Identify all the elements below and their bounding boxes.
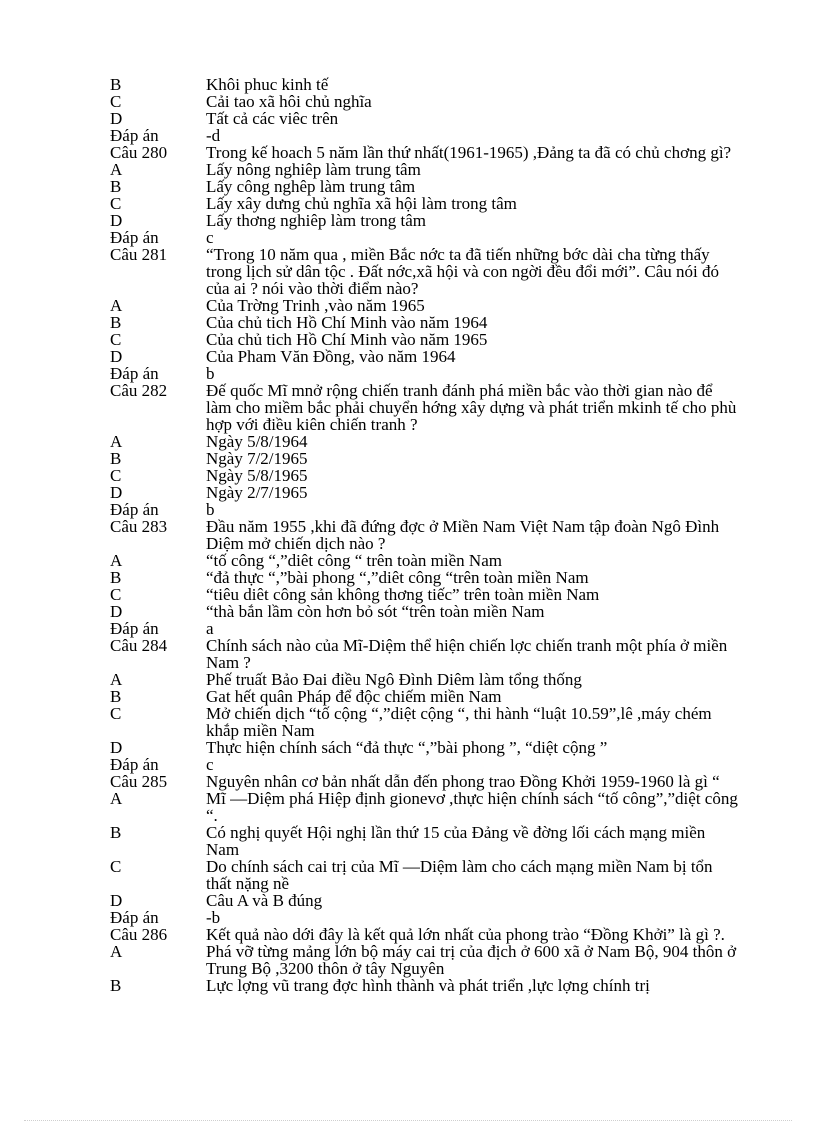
option-text: Thực hiện chính sách “đả thực “,”bài phong ”, “diệt cộng ”	[206, 738, 608, 757]
answer-key-label: Đáp án	[110, 619, 159, 638]
answer-key-row	[0, 229, 816, 246]
answer-row	[0, 467, 816, 484]
answer-row	[0, 93, 816, 110]
answer-key-value: -b	[206, 908, 221, 927]
option-label: B	[110, 687, 122, 706]
answer-key-label: Đáp án	[110, 755, 159, 774]
option-label: C	[110, 466, 122, 485]
option-label: D	[110, 602, 123, 621]
option-text: Của chủ tich Hồ Chí Minh vào năm 1964	[206, 313, 488, 332]
question-number: Câu 283	[110, 517, 168, 536]
option-text: Lực lợng vũ trang đợc hình thành và phát triển ,lực lợng chính trị	[206, 976, 650, 995]
question-number: Câu 284	[110, 636, 168, 655]
answer-key-value: c	[206, 755, 214, 774]
option-label: B	[110, 823, 122, 842]
option-label: C	[110, 857, 122, 876]
option-text: Của chủ tich Hồ Chí Minh vào năm 1965	[206, 330, 488, 349]
answer-row	[0, 161, 816, 178]
option-label: A	[110, 160, 123, 179]
answer-key-label: Đáp án	[110, 500, 159, 519]
answer-row	[0, 688, 816, 705]
option-text: “tiêu diêt công sản không thơng tiếc” trên toàn miền Nam	[206, 585, 600, 604]
option-text: “thà bắn lầm còn hơn bỏ sót “trên toàn miền Nam	[206, 602, 545, 621]
answer-row	[0, 569, 816, 586]
option-label: C	[110, 194, 122, 213]
option-label: C	[110, 704, 122, 723]
answer-key-value: b	[206, 500, 215, 519]
option-label: A	[110, 432, 123, 451]
page-bottom-divider	[24, 1120, 792, 1121]
option-text: Của Trờng Trinh ,vào năm 1965	[206, 296, 425, 315]
option-label: D	[110, 738, 123, 757]
answer-key-value: c	[206, 228, 214, 247]
option-label: A	[110, 789, 123, 808]
option-text: Cải tao xã hôi chủ nghĩa	[206, 92, 372, 111]
option-label: C	[110, 92, 122, 111]
question-row	[0, 144, 816, 161]
answer-row	[0, 858, 816, 892]
option-text: Lấy công nghêp làm trung tâm	[206, 177, 416, 196]
answer-row	[0, 892, 816, 909]
question-number: Câu 285	[110, 772, 168, 791]
answer-row	[0, 824, 816, 858]
option-text: Của Pham Văn Đồng, vào năm 1964	[206, 347, 456, 366]
question-text: Đầu năm 1955 ,khi đã đứng đợc ở Miền Nam Việt Nam tập đoàn Ngô Đình Diệm mở chiến dịch nào ?	[206, 517, 720, 553]
option-text: Mở chiến dịch “tố cộng “,”diệt cộng “, thi hành “luật 10.59”,lê ,máy chém khắp miền Nam	[206, 704, 712, 740]
option-text: Gat hết quân Pháp để độc chiếm miền Nam	[206, 687, 502, 706]
option-label: A	[110, 296, 123, 315]
option-text: Có nghị quyết Hội nghị lần thứ 15 của Đảng về đờng lối cách mạng miền Nam	[206, 823, 706, 859]
answer-row	[0, 348, 816, 365]
answer-row	[0, 297, 816, 314]
option-label: A	[110, 670, 123, 689]
option-text: Ngày 5/8/1964	[206, 432, 308, 451]
option-label: D	[110, 109, 123, 128]
answer-key-row	[0, 501, 816, 518]
answer-row	[0, 603, 816, 620]
question-number: Câu 281	[110, 245, 168, 264]
option-text: Lấy thơng nghiêp làm trong tâm	[206, 211, 427, 230]
option-label: B	[110, 449, 122, 468]
answer-row	[0, 433, 816, 450]
option-text: Ngày 5/8/1965	[206, 466, 308, 485]
answer-row	[0, 977, 816, 994]
option-text: “đả thực “,”bài phong “,”diêt công “trên toàn miền Nam	[206, 568, 589, 587]
option-text: Phá vỡ từng mảng lớn bộ máy cai trị của địch ở 600 xã ở Nam Bộ, 904 thôn ở Trung Bộ ,3200 thôn ở tây Nguyên	[206, 942, 737, 978]
answer-row	[0, 195, 816, 212]
answer-row	[0, 76, 816, 93]
answer-row	[0, 212, 816, 229]
answer-row	[0, 739, 816, 756]
answer-key-row	[0, 620, 816, 637]
question-text: “Trong 10 năm qua , miền Bắc nớc ta đã tiến những bớc dài cha từng thấy trong lịch sử dân tộc . Đất nớc,xã hội và con ngời đều đổi mới”. Câu nói đó của ai ? nói vào thời điểm nào?	[206, 245, 720, 298]
question-text: Nguyên nhân cơ bản nhất dẫn đến phong trao Đồng Khởi 1959-1960 là gì “	[206, 772, 720, 791]
option-label: D	[110, 211, 123, 230]
answer-key-label: Đáp án	[110, 126, 159, 145]
answer-key-value: a	[206, 619, 214, 638]
document-body	[0, 76, 816, 994]
option-text: Tất cả các viêc trên	[206, 109, 339, 128]
question-number: Câu 286	[110, 925, 168, 944]
option-text: Do chính sách cai trị của Mĩ —Diệm làm cho cách mạng miền Nam bị tổn thất nặng nề	[206, 857, 713, 893]
option-text: Câu A và B đúng	[206, 891, 323, 910]
answer-key-label: Đáp án	[110, 364, 159, 383]
option-text: “tố công “,”diêt công “ trên toàn miền Nam	[206, 551, 502, 570]
question-row	[0, 773, 816, 790]
answer-key-value: -d	[206, 126, 221, 145]
option-label: A	[110, 551, 123, 570]
option-text: Ngày 2/7/1965	[206, 483, 308, 502]
question-text: Đế quốc Mĩ mnở rộng chiến tranh đánh phá miền bắc vào thời gian nào để làm cho miềm bắc phải chuyển hớng xây dựng và phát triển mkinh tế cho phù hợp với điều kiên chiến tranh ?	[206, 381, 737, 434]
answer-row	[0, 790, 816, 824]
option-label: D	[110, 347, 123, 366]
answer-key-label: Đáp án	[110, 228, 159, 247]
option-text: Lấy xây dưng chủ nghĩa xã hội làm trong tâm	[206, 194, 517, 213]
option-text: Phế truất Bảo Đai điều Ngô Đình Diêm làm tổng thống	[206, 670, 582, 689]
answer-row	[0, 178, 816, 195]
answer-row	[0, 331, 816, 348]
option-text: Lấy nông nghiêp làm trung tâm	[206, 160, 421, 179]
answer-row	[0, 314, 816, 331]
answer-key-row	[0, 909, 816, 926]
option-label: B	[110, 976, 122, 995]
option-label: D	[110, 483, 123, 502]
answer-key-row	[0, 127, 816, 144]
answer-row	[0, 552, 816, 569]
question-row	[0, 637, 816, 671]
answer-key-row	[0, 365, 816, 382]
answer-key-row	[0, 756, 816, 773]
question-number: Câu 282	[110, 381, 168, 400]
option-label: B	[110, 177, 122, 196]
question-text: Trong kế hoach 5 năm lần thứ nhất(1961-1965) ,Đảng ta đã có chủ chơng gì?	[206, 143, 732, 162]
question-row	[0, 382, 816, 433]
question-text: Kết quả nào dới đây là kết quả lớn nhất của phong trào “Đồng Khởi” là gì ?.	[206, 925, 725, 944]
option-label: A	[110, 942, 123, 961]
option-text: Ngày 7/2/1965	[206, 449, 308, 468]
option-label: B	[110, 568, 122, 587]
option-text: Khôi phuc kinh tế	[206, 75, 329, 94]
answer-row	[0, 110, 816, 127]
question-number: Câu 280	[110, 143, 168, 162]
answer-row	[0, 586, 816, 603]
question-row	[0, 518, 816, 552]
answer-row	[0, 484, 816, 501]
option-label: C	[110, 585, 122, 604]
option-text: Mĩ —Diệm phá Hiệp định gionevơ ,thực hiện chính sách “tố công”,”diệt công “.	[206, 789, 738, 825]
option-label: B	[110, 313, 122, 332]
answer-key-label: Đáp án	[110, 908, 159, 927]
answer-row	[0, 943, 816, 977]
answer-row	[0, 705, 816, 739]
question-row	[0, 926, 816, 943]
option-label: C	[110, 330, 122, 349]
question-text: Chính sách nào của Mĩ-Diệm thể hiện chiến lợc chiến tranh một phía ở miền Nam ?	[206, 636, 728, 672]
answer-row	[0, 450, 816, 467]
answer-row	[0, 671, 816, 688]
answer-key-value: b	[206, 364, 215, 383]
option-label: B	[110, 75, 122, 94]
option-label: D	[110, 891, 123, 910]
question-row	[0, 246, 816, 297]
